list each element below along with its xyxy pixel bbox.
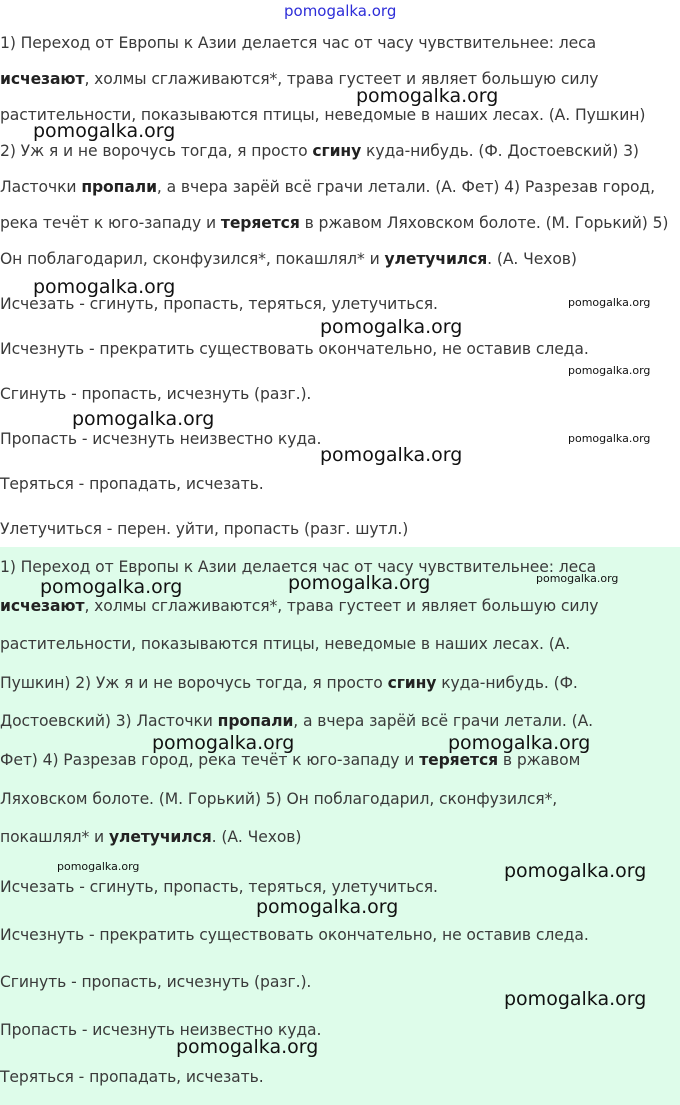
text-segment: растительности, показываются птицы, неведомые в наших лесах. (А. [0, 635, 571, 654]
text-segment: покашлял* и [0, 828, 109, 847]
definition-line: Теряться - пропадать, исчезать. [0, 475, 264, 493]
highlighted-word: теряется [220, 214, 300, 232]
answer-block-highlighted [0, 547, 680, 1105]
highlighted-word: исчезают [0, 70, 85, 88]
text-segment: , холмы сглаживаются*, трава густеет и являет большую силу [84, 596, 599, 615]
watermark: pomogalka.org [504, 988, 647, 1010]
highlighted-word: исчезают [0, 596, 85, 615]
definition-line: Исчезать - сгинуть, пропасть, теряться, улетучиться. [0, 295, 438, 313]
watermark: pomogalka.org [72, 408, 215, 430]
definition-line: Исчезать - сгинуть, пропасть, теряться, улетучиться. [0, 878, 438, 896]
watermark: pomogalka.org [176, 1036, 319, 1058]
watermark: pomogalka.org [504, 860, 647, 882]
watermark: pomogalka.org [536, 572, 619, 585]
watermark: pomogalka.org [40, 576, 183, 598]
definition-line: Исчезнуть - прекратить существовать окончательно, не оставив следа. [0, 925, 589, 944]
text-segment: Ласточки [0, 178, 82, 196]
watermark: pomogalka.org [288, 572, 431, 594]
text-segment: в ржавом Ляховском болоте. (М. Горький) 5) [299, 214, 669, 232]
definition-line: Теряться - пропадать, исчезать. [0, 1068, 264, 1086]
paragraph-line [0, 141, 639, 161]
text-segment: Фет) 4) Разрезав город, река течёт к юго-западу и [0, 751, 420, 769]
text-segment: растительности, показываются птицы, неведомые в наших лесах. (А. Пушкин) [0, 106, 646, 124]
paragraph-line [0, 33, 596, 53]
highlighted-word: сгину [387, 673, 437, 692]
paragraph-line [0, 634, 570, 654]
text-segment: 1) Переход от Европы к Азии делается час от часу чувствительнее: леса [0, 558, 597, 576]
definition-line: Исчезнуть - прекратить существовать окончательно, не оставив следа. [0, 340, 589, 358]
paragraph-line [0, 213, 668, 233]
watermark: pomogalka.org [356, 85, 499, 107]
text-segment: , холмы сглаживаются*, трава густеет и являет большую силу [84, 70, 599, 88]
paragraph-line [0, 596, 598, 616]
watermark: pomogalka.org [33, 276, 176, 298]
text-segment: куда-нибудь. (Ф. Достоевский) 3) [361, 142, 639, 160]
text-segment: куда-нибудь. (Ф. [436, 673, 578, 692]
watermark: pomogalka.org [256, 896, 399, 918]
paragraph-line [0, 789, 557, 809]
watermark: pomogalka.org [33, 120, 176, 142]
watermark: pomogalka.org [568, 296, 651, 309]
paragraph-line [0, 673, 578, 693]
text-segment: 2) Уж я и не ворочусь тогда, я просто [0, 142, 313, 160]
watermark-top: pomogalka.org [284, 2, 397, 20]
highlighted-word: улетучился [384, 250, 488, 268]
paragraph-line [0, 249, 577, 269]
definition-line: Сгинуть - пропасть, исчезнуть (разг.). [0, 385, 312, 403]
text-segment: Он поблагодарил, сконфузился*, покашлял* и [0, 250, 385, 268]
definition-line: Пропасть - исчезнуть неизвестно куда. [0, 430, 322, 448]
paragraph-line [0, 827, 301, 847]
paragraph-line [0, 69, 598, 89]
text-segment: Достоевский) 3) Ласточки [0, 712, 218, 731]
text-segment: , а вчера зарёй всё грачи летали. (А. [293, 712, 594, 731]
text-segment: Ляховском болоте. (М. Горький) 5) Он поблагодарил, сконфузился*, [0, 789, 558, 808]
watermark: pomogalka.org [320, 316, 463, 338]
definition-line: Улетучиться - перен. уйти, пропасть (разг. шутл.) [0, 520, 409, 538]
highlighted-word: теряется [419, 751, 499, 769]
highlighted-word: улетучился [108, 828, 212, 847]
watermark: pomogalka.org [152, 732, 295, 754]
text-segment: 1) Переход от Европы к Азии делается час от часу чувствительнее: леса [0, 34, 597, 52]
watermark: pomogalka.org [448, 732, 591, 754]
text-segment: , а вчера зарёй всё грачи летали. (А. Фет) 4) Разрезав город, [156, 178, 655, 196]
highlighted-word: сгину [312, 142, 362, 160]
text-segment: . (А. Чехов) [487, 250, 577, 268]
watermark: pomogalka.org [320, 444, 463, 466]
text-segment: река течёт к юго-западу и [0, 214, 221, 232]
paragraph-line [0, 177, 655, 197]
definition-line: Пропасть - исчезнуть неизвестно куда. [0, 1020, 322, 1039]
definition-line: Сгинуть - пропасть, исчезнуть (разг.). [0, 973, 312, 991]
paragraph-line [0, 711, 593, 731]
text-segment: . (А. Чехов) [211, 828, 302, 847]
text-segment: в ржавом [498, 751, 581, 769]
watermark: pomogalka.org [568, 432, 651, 445]
watermark: pomogalka.org [57, 860, 140, 873]
text-segment: Пушкин) 2) Уж я и не ворочусь тогда, я просто [0, 673, 388, 692]
highlighted-word: пропали [217, 712, 294, 731]
highlighted-word: пропали [81, 178, 157, 196]
watermark: pomogalka.org [568, 364, 651, 377]
